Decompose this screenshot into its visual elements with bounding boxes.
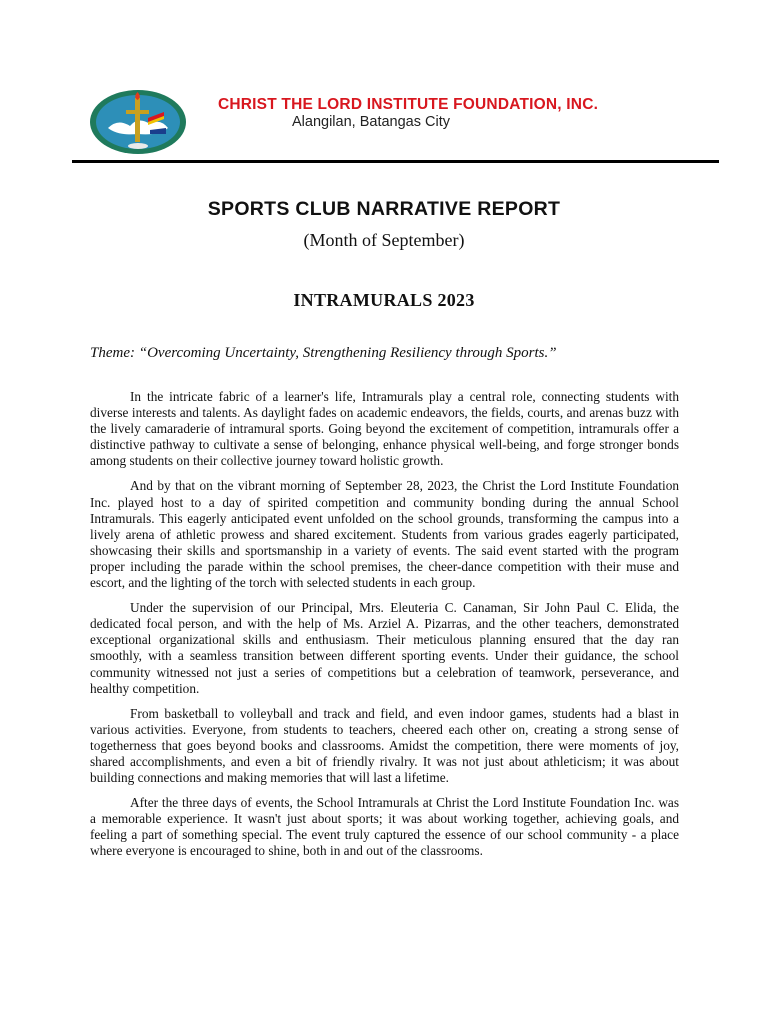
body-paragraph: From basketball to volleyball and track and field, and even indoor games, students had a blast in various activities. Everyone, from students to teachers, cheered each other on, creating a strong sense of togetherness that goes beyond books and classrooms. Amidst the competition, there were moments of joy, shared accomplishments, and even a bit of friendly rivalry. It was not just about athleticism; it was about building connections and making memories that will last a lifetime. — [90, 705, 679, 786]
body-paragraph: And by that on the vibrant morning of September 28, 2023, the Christ the Lord Institute Foundation Inc. played host to a day of spirited competition and community bonding during the annual School Intramurals. This eagerly anticipated event unfolded on the school grounds, transforming the campus into a lively arena of athletic prowess and shared excitement. Students from various grades eagerly participated, showcasing their skills and sportsmanship in a variety of events. The said event started with the program proper including the parade within the school premises, the cheer-dance competition with their muse and escort, and the lighting of the torch with selected students in each group. — [90, 478, 679, 591]
report-subtitle: (Month of September) — [303, 230, 465, 250]
body-paragraph: Under the supervision of our Principal, Mrs. Eleuteria C. Canaman, Sir John Paul C. Elida, the dedicated focal person, and with the help of Ms. Arziel A. Pizarras, and the other teachers, demonstrated exceptional organizational skills and enthusiasm. Their meticulous planning ensured that the day ran smoothly, with a seamless transition between different sporting events. Under their guidance, the school community witnessed not just a series of competitions but a celebration of teamwork, perseverance, and healthy competition. — [90, 600, 679, 696]
header-divider — [72, 160, 719, 163]
event-theme: Theme: “Overcoming Uncertainty, Strengthening Resiliency through Sports.” — [90, 345, 557, 361]
body-paragraph: After the three days of events, the School Intramurals at Christ the Lord Institute Foundation Inc. was a memorable experience. It wasn't just about sports; it was about working together, achieving goals, and feeling a part of something special. The event truly captured the essence of our school community - a place where everyone is encouraged to shine, both in and out of the classrooms. — [90, 795, 679, 859]
letterhead — [0, 0, 768, 165]
event-title: INTRAMURALS 2023 — [293, 290, 475, 310]
school-seal-icon — [88, 88, 188, 156]
report-title: SPORTS CLUB NARRATIVE REPORT — [207, 198, 561, 220]
body-paragraph: In the intricate fabric of a learner's life, Intramurals play a central role, connecting students with diverse interests and talents. As daylight fades on academic endeavors, the fields, courts, and arenas buzz with the lively camaraderie of intramural sports. Going beyond the excitement of competition, intramurals offer a distinctive pathway to cultivate a sense of belonging, enhance physical well-being, and forge stronger bonds among students on their collective journey toward holistic growth. — [90, 389, 679, 469]
organization-name: CHRIST THE LORD INSTITUTE FOUNDATION, INC. — [218, 96, 599, 113]
report-body — [90, 389, 679, 869]
organization-address: Alangilan, Batangas City — [292, 114, 450, 130]
